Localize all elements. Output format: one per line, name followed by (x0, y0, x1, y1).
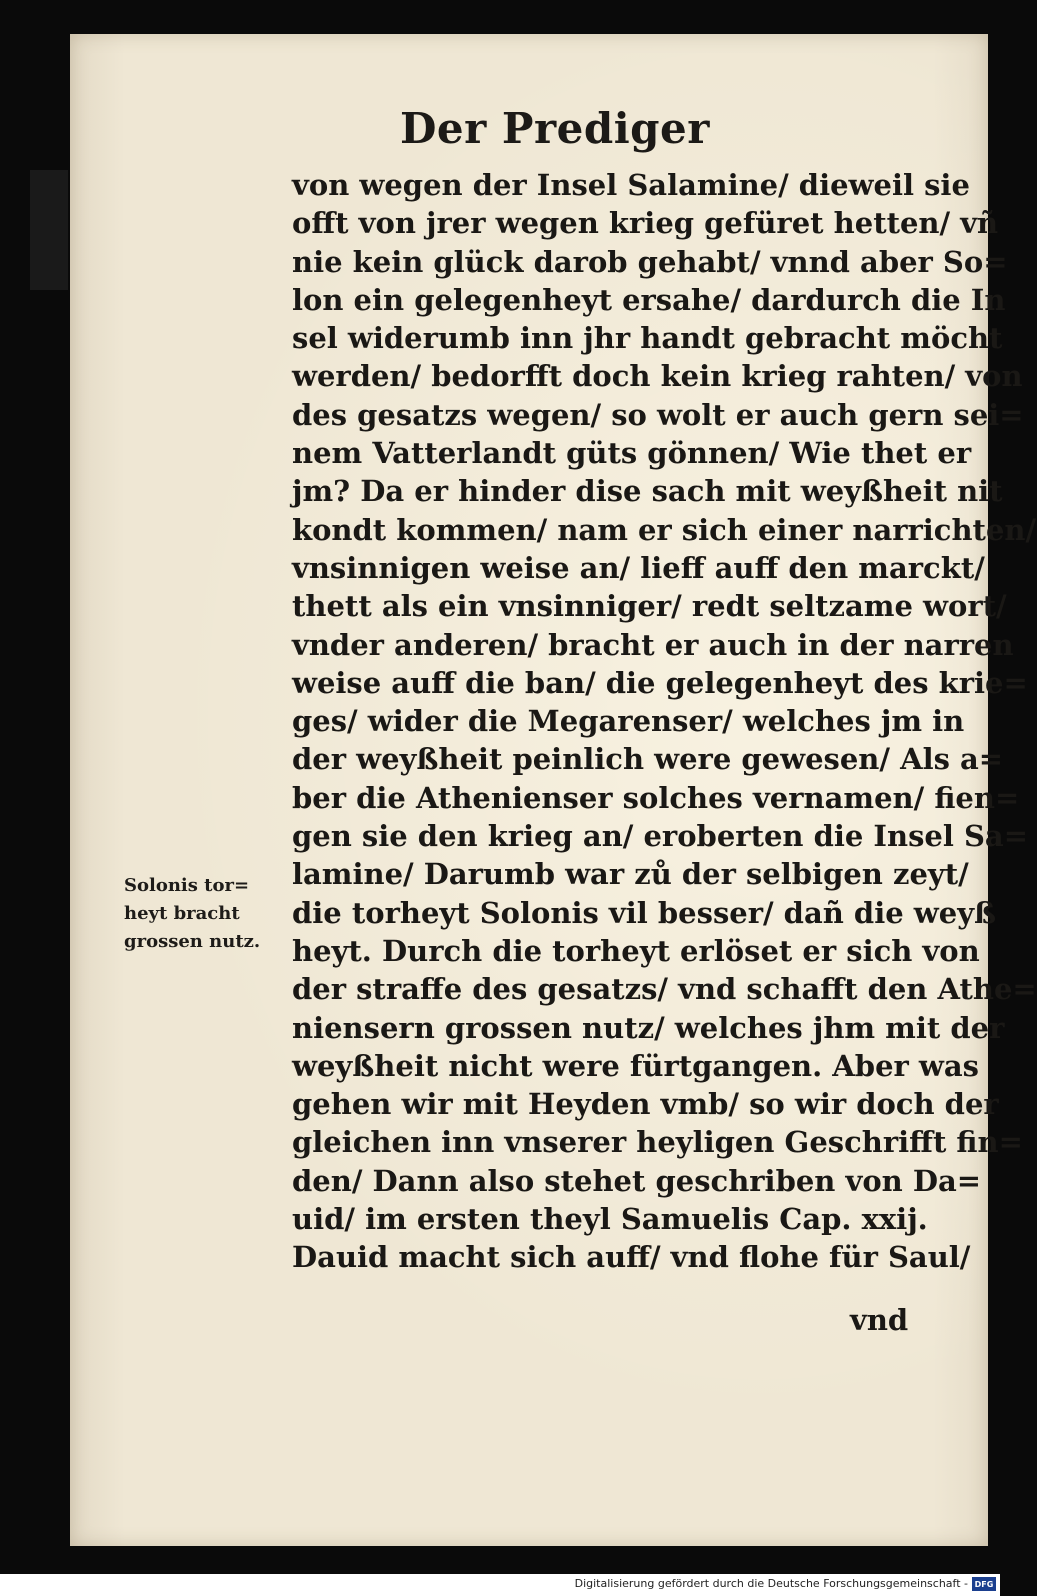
footer-bar (0, 1574, 1000, 1596)
text-line: weyßheit nicht were fürtgangen. Aber was (292, 1048, 979, 1083)
text-line: heyt. Durch die torheyt erlöset er sich von (292, 933, 980, 968)
text-line: kondt kommen/ nam er sich einer narrichten/ (292, 512, 1037, 547)
running-header: Der Prediger (400, 104, 710, 153)
text-line: sel widerumb inn jhr handt gebracht möcht (292, 321, 1003, 356)
dfg-logo: DFG (972, 1577, 996, 1591)
marginal-note-line: grossen nutz. (124, 931, 261, 952)
marginal-note (124, 872, 284, 956)
text-line: gehen wir mit Heyden vmb/ so wir doch der (292, 1087, 999, 1122)
facing-page-edge (30, 170, 68, 290)
text-line: ges/ wider die Megarenser/ welches jm in (292, 704, 965, 739)
text-line: niensern grossen nutz/ welches jhm mit der (292, 1010, 1005, 1045)
text-line: der weyßheit peinlich were gewesen/ Als a= (292, 742, 1004, 777)
marginal-note-line: heyt bracht (124, 903, 240, 924)
text-line: thett als ein vnsinniger/ redt seltzame wort/ (292, 589, 1007, 624)
catchword: vnd (850, 1303, 909, 1337)
text-line: den/ Dann also stehet geschriben von Da= (292, 1163, 982, 1198)
text-line: ber die Athenienser solches vernamen/ fien= (292, 780, 1020, 815)
text-line: offt von jrer wegen krieg gefüret hetten/ vñ (292, 206, 999, 241)
body-text (292, 166, 1037, 1277)
text-line: werden/ bedorfft doch kein krieg rahten/ von (292, 359, 1023, 394)
text-line: von wegen der Insel Salamine/ dieweil sie (292, 168, 970, 202)
text-line: des gesatzs wegen/ so wolt er auch gern sei= (292, 397, 1024, 432)
funding-credit: Digitalisierung gefördert durch die Deutsche Forschungsgemeinschaft - (574, 1577, 968, 1590)
text-line: die torheyt Solonis vil besser/ dañ die weyß (292, 895, 997, 930)
text-line: nem Vatterlandt güts gönnen/ Wie thet er (292, 436, 972, 471)
marginal-note-line: Solonis tor= (124, 875, 250, 896)
text-line: uid/ im ersten theyl Samuelis Cap. xxij. (292, 1202, 928, 1237)
text-line: der straffe des gesatzs/ vnd schafft den Athe= (292, 972, 1037, 1007)
text-line: nie kein glück darob gehabt/ vnnd aber So= (292, 244, 1008, 279)
text-line: gleichen inn vnserer heyligen Geschrifft fin= (292, 1125, 1023, 1160)
text-line: gen sie den krieg an/ eroberten die Insel Sa= (292, 819, 1029, 854)
text-line: lamine/ Darumb war zů der selbigen zeyt/ (292, 857, 969, 892)
text-line: lon ein gelegenheyt ersahe/ dardurch die In (292, 282, 1006, 317)
text-line: Dauid macht sich auff/ vnd flohe für Saul/ (292, 1240, 971, 1275)
text-line: jm? Da er hinder dise sach mit weyßheit nit (292, 474, 1003, 509)
text-line: weise auff die ban/ die gelegenheyt des krie= (292, 665, 1028, 700)
text-line: vnder anderen/ bracht er auch in der narren (292, 627, 1014, 662)
text-line: vnsinnigen weise an/ lieff auff den marckt/ (292, 550, 985, 585)
